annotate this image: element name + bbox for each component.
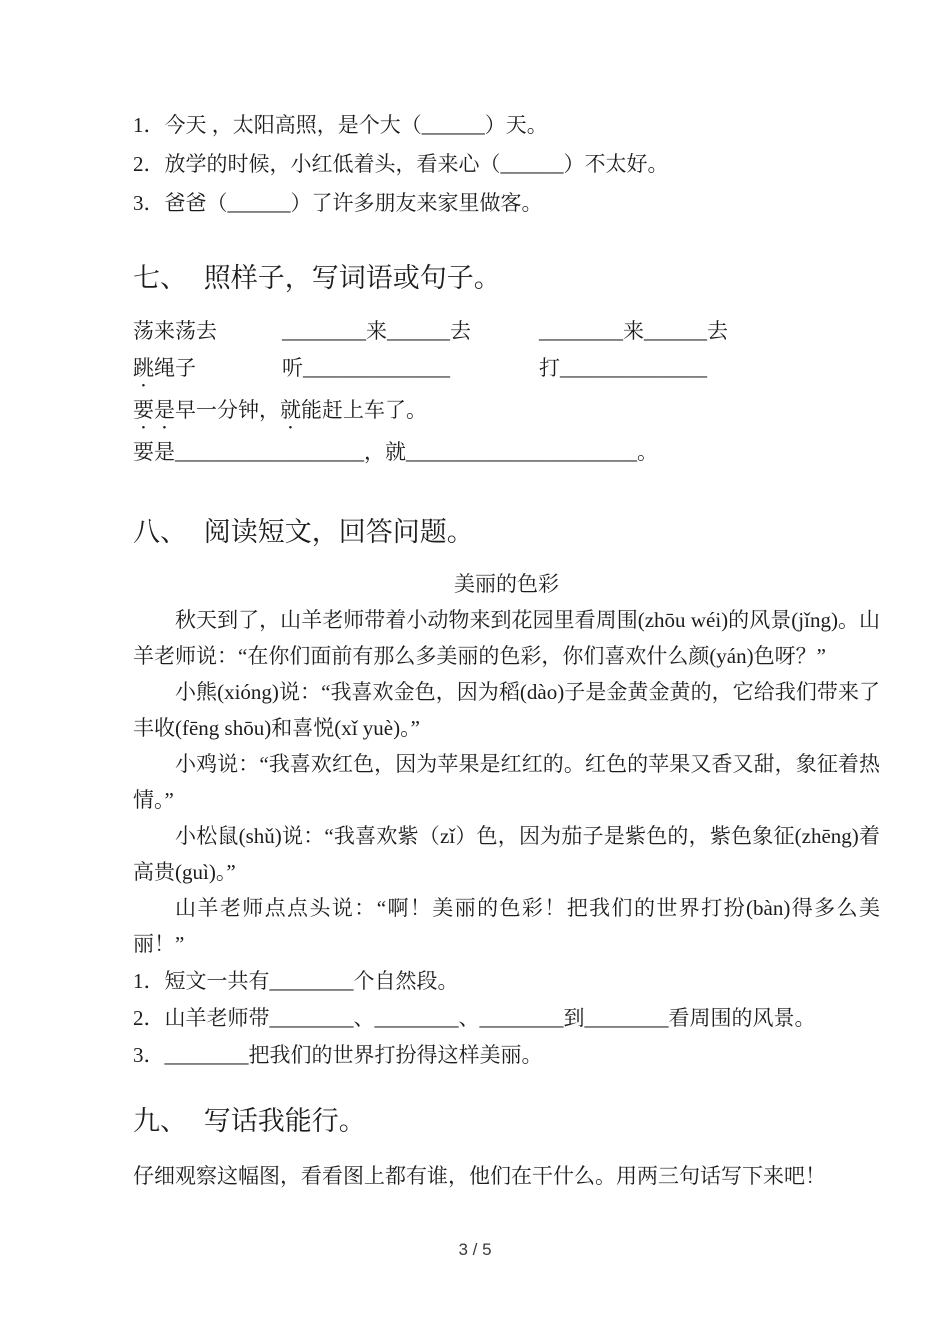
blank-word-a: 听______________ (282, 356, 450, 380)
blank-word-b: ________来______去 (539, 319, 728, 343)
passage-paragraph-4: 小松鼠(shǔ)说：“我喜欢紫（zǐ）色，因为茄子是紫色的，紫色象征(zhēng)着高贵(guì)。” (133, 824, 880, 884)
passage-paragraph-3: 小鸡说：“我喜欢红色，因为苹果是红红的。红色的苹果又香又甜，象征着热情。” (133, 752, 880, 812)
page-number-footer: 3 / 5 (458, 1240, 492, 1259)
fill-in-item-1: 1．今天 ，太阳高照，是个大（______）天。 (133, 113, 548, 137)
fill-in-sentence: 要是__________________，就______________________。 (133, 440, 658, 464)
word-pattern-row-2 (133, 350, 880, 392)
example-sentence: 要是早一分钟，就能赶上车了。 (133, 398, 427, 422)
section-nine-number: 九、 (133, 1106, 187, 1136)
section-seven-exercises (133, 313, 880, 471)
emphasized-word: 要是 (133, 398, 175, 422)
comprehension-question-2: 2．山羊老师带________、________、________到________看周围的风景。 (133, 1006, 816, 1030)
section-eight-title: 阅读短文，回答问题。 (203, 517, 474, 547)
fill-in-item-3: 3．爸爸（______）了许多朋友来家里做客。 (133, 191, 543, 215)
section-nine-title: 写话我能行。 (203, 1106, 366, 1136)
comprehension-questions (133, 963, 880, 1074)
passage-paragraph-5: 山羊老师点点头说：“啊！美丽的色彩！把我们的世界打扮(bàn)得多么美丽！” (133, 896, 880, 956)
writing-instruction: 仔细观察这幅图，看看图上都有谁，他们在干什么。用两三句话写下来吧！ (133, 1164, 826, 1188)
passage-title: 美丽的色彩 (454, 572, 559, 596)
passage-paragraph-1: 秋天到了，山羊老师带着小动物来到花园里看周围(zhōu wéi)的风景(jǐng)。山羊老师说：“在你们面前有那么多美丽的色彩，你们喜欢什么颜(yán)色呀？” (133, 608, 880, 668)
word-pattern-row-1 (133, 313, 880, 350)
section-eight-number: 八、 (133, 517, 187, 547)
section-seven-number: 七、 (133, 263, 187, 293)
section-seven-heading (133, 261, 880, 295)
model-word: 荡来荡去 (133, 319, 217, 343)
blank-word-a: ________来______去 (282, 319, 471, 343)
section-seven-title: 照样子，写词语或句子。 (203, 263, 501, 293)
emphasized-char: 跳 (133, 356, 154, 380)
fill-in-item-2: 2．放学的时候，小红低着头，看来心（______）不太好。 (133, 152, 669, 176)
comprehension-question-3: 3．________把我们的世界打扮得这样美丽。 (133, 1043, 543, 1067)
section-eight-heading (133, 515, 880, 549)
model-word: 跳绳子 (133, 356, 196, 380)
comprehension-question-1: 1．短文一共有________个自然段。 (133, 969, 459, 993)
reading-passage (133, 566, 880, 962)
passage-paragraph-2: 小熊(xióng)说：“我喜欢金色，因为稻(dào)子是金黄金黄的，它给我们带来了丰收(fēng shōu)和喜悦(xǐ yuè)。” (133, 680, 880, 740)
fill-in-blank-items (133, 106, 880, 223)
section-nine-heading (133, 1104, 880, 1138)
emphasized-word: 就 (280, 398, 301, 422)
blank-word-b: 打______________ (539, 356, 707, 380)
